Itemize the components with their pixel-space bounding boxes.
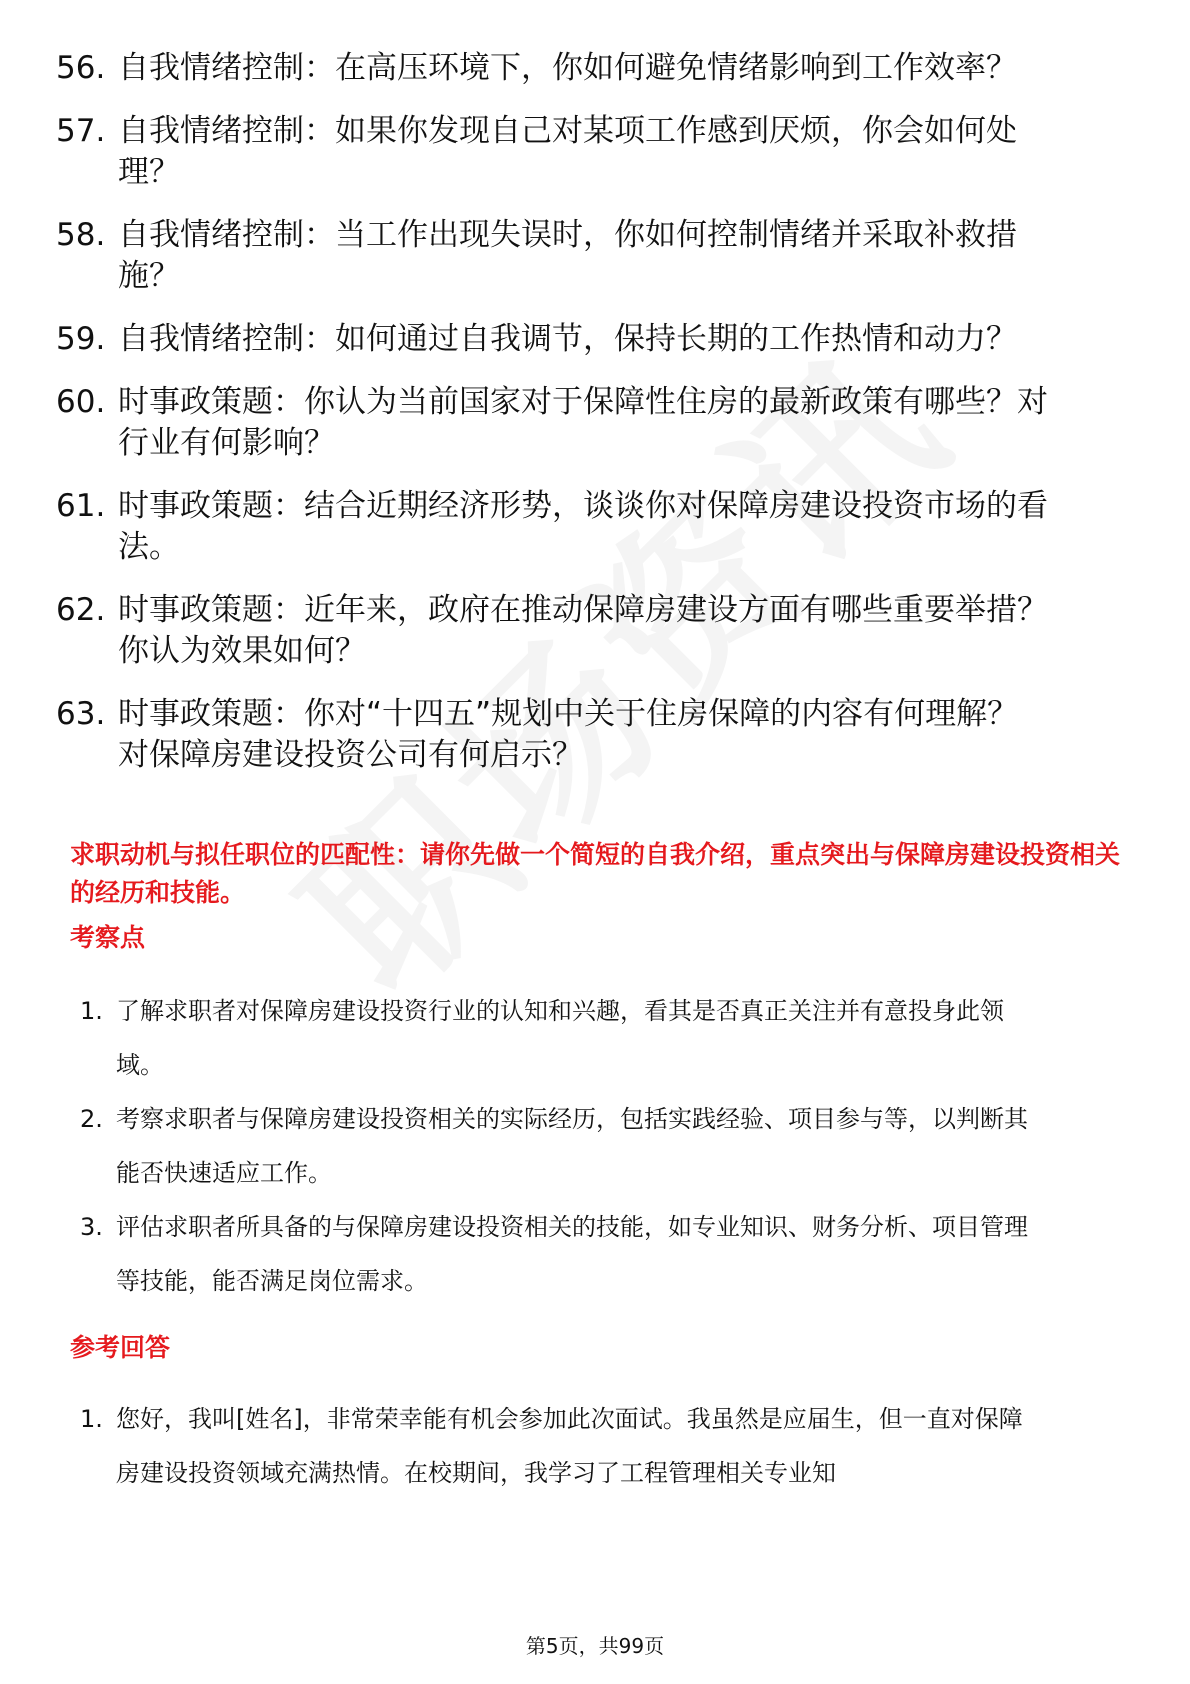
question-list (56, 48, 1136, 798)
question-text: 时事政策题：你认为当前国家对于保障性住房的最新政策有哪些？对行业有何影响？ (118, 384, 1048, 461)
question-number: 58. (56, 217, 106, 253)
answer-text: 您好，我叫[姓名]，非常荣幸能有机会参加此次面试。我虽然是应届生，但一直对保障房建设投资领域充满热情。在校期间，我学习了工程管理相关专业知 (116, 1405, 1023, 1487)
question-text: 时事政策题：近年来，政府在推动保障房建设方面有哪些重要举措？你认为效果如何？ (118, 592, 1048, 669)
points-title: 考察点 (70, 923, 146, 952)
point-number: 2. (80, 1105, 103, 1133)
question-item (56, 319, 1136, 360)
question-item (56, 382, 1136, 464)
section-heading: 求职动机与拟任职位的匹配性：请你先做一个简短的自我介绍，重点突出与保障房建设投资相关的经历和技能。 (70, 840, 1121, 907)
point-text: 考察求职者与保障房建设投资相关的实际经历，包括实践经验、项目参与等，以判断其能否快速适应工作。 (116, 1105, 1028, 1187)
question-number: 56. (56, 50, 106, 86)
question-number: 61. (56, 488, 106, 524)
point-number: 3. (80, 1213, 103, 1241)
question-item (56, 590, 1136, 672)
answer-number: 1. (80, 1405, 103, 1433)
point-item (80, 984, 1130, 1092)
question-number: 57. (56, 113, 106, 149)
point-text: 了解求职者对保障房建设投资行业的认知和兴趣，看其是否真正关注并有意投身此领域。 (116, 997, 1004, 1079)
point-number: 1. (80, 997, 103, 1025)
question-text: 自我情绪控制：在高压环境下，你如何避免情绪影响到工作效率？ (118, 50, 1017, 86)
answer-list (80, 1392, 1130, 1500)
point-item (80, 1200, 1130, 1308)
point-text: 评估求职者所具备的与保障房建设投资相关的技能，如专业知识、财务分析、项目管理等技能，能否满足岗位需求。 (116, 1213, 1028, 1295)
question-item (56, 694, 1136, 776)
question-text: 自我情绪控制：如何通过自我调节，保持长期的工作热情和动力？ (118, 321, 1017, 357)
question-item (56, 486, 1136, 568)
point-item (80, 1092, 1130, 1200)
question-number: 62. (56, 592, 106, 628)
question-text: 自我情绪控制：当工作出现失误时，你如何控制情绪并采取补救措施？ (118, 217, 1017, 294)
points-list (80, 984, 1130, 1308)
question-text: 时事政策题：你对“十四五”规划中关于住房保障的内容有何理解？对保障房建设投资公司有何启示？ (118, 696, 1019, 773)
page-number: 第5页，共99页 (525, 1634, 665, 1658)
question-text: 时事政策题：结合近期经济形势，谈谈你对保障房建设投资市场的看法。 (118, 488, 1048, 565)
answer-item (80, 1392, 1130, 1500)
question-number: 63. (56, 696, 106, 732)
question-item (56, 111, 1136, 193)
question-item (56, 48, 1136, 89)
question-item (56, 215, 1136, 297)
question-number: 59. (56, 321, 106, 357)
question-number: 60. (56, 384, 106, 420)
answer-title: 参考回答 (70, 1333, 171, 1362)
question-text: 自我情绪控制：如果你发现自己对某项工作感到厌烦，你会如何处理？ (118, 113, 1017, 190)
